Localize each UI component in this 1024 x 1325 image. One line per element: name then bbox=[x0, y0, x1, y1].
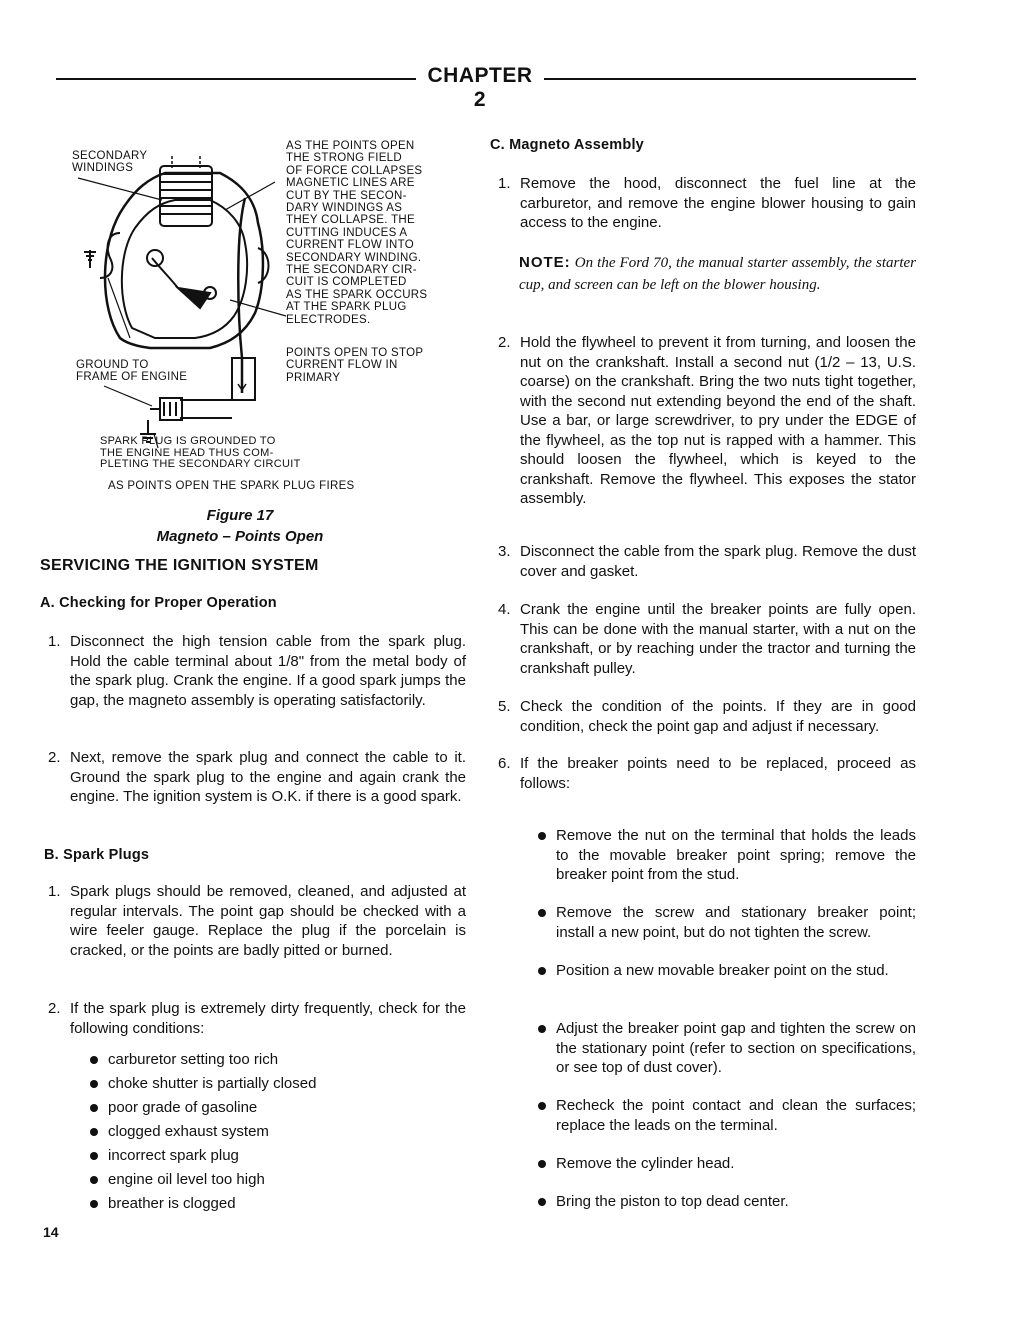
bullet-dot bbox=[538, 967, 546, 975]
c-item-4: 4. Crank the engine until the breaker points are fully open. This can be done with the manual starter, with a nut on the crankshaft, or by reaching under the tractor and turning the crankshaft pulley. bbox=[498, 601, 916, 677]
bullet-dot bbox=[90, 1152, 98, 1160]
bullet-dot bbox=[538, 832, 546, 840]
bullet-dot bbox=[538, 1102, 546, 1110]
b-bullet: choke shutter is partially closed bbox=[90, 1074, 450, 1094]
a-item-2: 2. Next, remove the spark plug and connect the cable to it. Ground the spark plug to the engine and again crank the engine. The ignition system is O.K. if there is a good spark. bbox=[48, 749, 466, 805]
b-item-2: 2. If the spark plug is extremely dirty frequently, check for the following conditions: bbox=[48, 1000, 466, 1037]
c-bullet: Remove the cylinder head. bbox=[538, 1154, 916, 1174]
subsection-b-title: B. Spark Plugs bbox=[44, 847, 150, 863]
a-item-1: 1. Disconnect the high tension cable from the spark plug. Hold the cable terminal about 1/8" from the metal body of the spark plug. Crank the engine. If a good spark jumps the gap, the magneto assembly is operating satisfactorily. bbox=[48, 633, 466, 709]
c-item-5: 5. Check the condition of the points. If they are in good condition, check the point gap and adjust if necessary. bbox=[498, 698, 916, 735]
c-item-2: 2. Hold the flywheel to prevent it from turning, and loosen the nut on the crankshaft. Install a second nut (1/2 – 13, U.S. coarse) on the crankshaft. Bring the two nuts tight together, with the second nut extending beyond the end of the shaft. Use a bar, or large screwdriver, to pry under the EDGE of the flywheel, as the top nut is rapped with a hammer. This should loosen the flywheel, which is keyed to the crankshaft. Remove the flywheel. This exposes the stator assembly. bbox=[498, 334, 916, 507]
c-bullet: Recheck the point contact and clean the surfaces; replace the leads on the terminal. bbox=[538, 1096, 916, 1135]
bullet-dot bbox=[538, 1160, 546, 1168]
b-bullet: poor grade of gasoline bbox=[90, 1098, 450, 1118]
c-bullet: Bring the piston to top dead center. bbox=[538, 1192, 916, 1212]
note-label: NOTE: bbox=[519, 254, 571, 271]
c-item-3: 3. Disconnect the cable from the spark plug. Remove the dust cover and gasket. bbox=[498, 543, 916, 580]
bullet-dot bbox=[90, 1080, 98, 1088]
page-number: 14 bbox=[43, 1224, 59, 1240]
b-bullet: carburetor setting too rich bbox=[90, 1050, 450, 1070]
c-item-1: 1. Remove the hood, disconnect the fuel line at the carburetor, and remove the engine blower housing to gain access to the engine. bbox=[498, 175, 916, 231]
b-bullet: incorrect spark plug bbox=[90, 1146, 450, 1166]
bullet-dot bbox=[538, 1025, 546, 1033]
label-points-open-stop: POINTS OPEN TO STOP CURRENT FLOW IN PRIMARY bbox=[286, 347, 424, 384]
subsection-c-title: C. Magneto Assembly bbox=[490, 137, 644, 153]
label-ground-frame: GROUND TO FRAME OF ENGINE bbox=[76, 359, 188, 384]
bullet-dot bbox=[538, 909, 546, 917]
header-rule-right bbox=[544, 78, 916, 80]
subsection-a-title: A. Checking for Proper Operation bbox=[40, 595, 277, 611]
bullet-dot bbox=[90, 1200, 98, 1208]
note-text: On the Ford 70, the manual starter assembly, the starter cup, and screen can be left on the blower housing. bbox=[519, 255, 916, 293]
c-bullet: Remove the nut on the terminal that holds the leads to the movable breaker point spring; remove the breaker point from the stud. bbox=[538, 826, 916, 885]
bullet-dot bbox=[90, 1128, 98, 1136]
bullet-dot bbox=[90, 1056, 98, 1064]
c-bullet: Remove the screw and stationary breaker point; install a new point, but do not tighten the screw. bbox=[538, 903, 916, 942]
note bbox=[519, 252, 916, 296]
bullet-dot bbox=[90, 1104, 98, 1112]
b-item-1: 1. Spark plugs should be removed, cleaned, and adjusted at regular intervals. The point gap should be checked with a wire feeler gauge. Replace the plug if the porcelain is cracked, or the points are badly pitted or burned. bbox=[48, 883, 466, 959]
magneto-diagram bbox=[60, 138, 290, 458]
bullet-dot bbox=[538, 1198, 546, 1206]
figure-title: Magneto – Points Open bbox=[156, 528, 324, 545]
b-bullet: clogged exhaust system bbox=[90, 1122, 450, 1142]
b-bullet: breather is clogged bbox=[90, 1194, 450, 1214]
label-points-open-explanation: AS THE POINTS OPEN THE STRONG FIELD OF FORCE COLLAPSES MAGNETIC LINES ARE CUT BY THE SECON- DARY WINDINGS AS THEY COLLAPSE. THE CUTTING INDUCES A CURRENT FLOW INTO SECONDARY WINDING. THE SECONDARY CIR- CUIT IS COMPLETED AS THE SPARK OCCURS AT THE SPARK PLUG ELECTRODES. bbox=[286, 140, 428, 326]
label-secondary-windings: SECONDARY WINDINGS bbox=[72, 150, 148, 175]
section-title: SERVICING THE IGNITION SYSTEM bbox=[40, 557, 319, 574]
chapter-heading: CHAPTER 2 bbox=[427, 64, 533, 111]
header-rule-left bbox=[56, 78, 416, 80]
label-spark-plug-grounded: SPARK PLUG IS GROUNDED TO THE ENGINE HEAD THUS COM- PLETING THE SECONDARY CIRCUIT bbox=[100, 435, 301, 470]
b-bullet: engine oil level too high bbox=[90, 1170, 450, 1190]
figure-number: Figure 17 bbox=[206, 507, 274, 524]
bullet-dot bbox=[90, 1176, 98, 1184]
c-bullet: Adjust the breaker point gap and tighten the screw on the stationary point (refer to section on specifications, or see top of dust cover). bbox=[538, 1019, 916, 1078]
c-bullet: Position a new movable breaker point on the stud. bbox=[538, 961, 916, 981]
label-spark-plug-fires: AS POINTS OPEN THE SPARK PLUG FIRES bbox=[108, 480, 355, 492]
c-item-6: 6. If the breaker points need to be replaced, proceed as follows: bbox=[498, 755, 916, 792]
